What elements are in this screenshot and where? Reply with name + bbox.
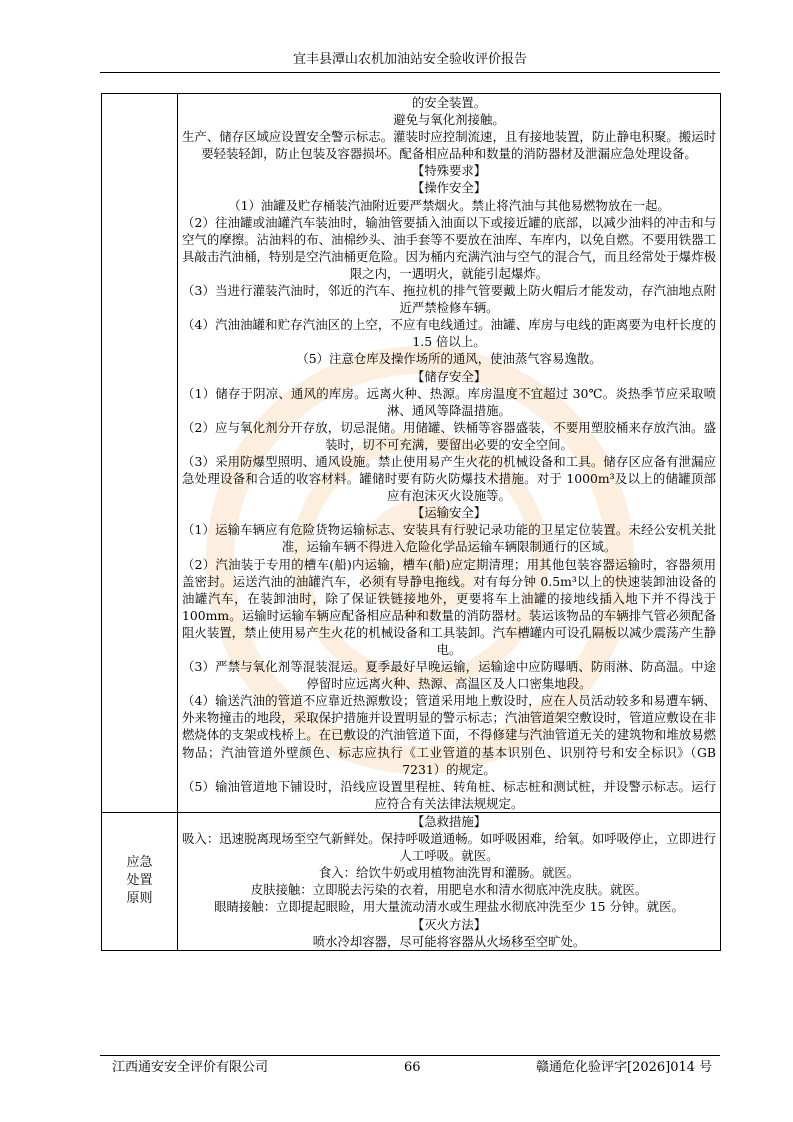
section-heading: 【急救措施】 bbox=[411, 813, 487, 829]
text-line: （3）严禁与氧化剂等混装混运。夏季最好早晚运输，运输途中应防曝晒、防雨淋、防高温。中途停留时应远离火种、热源、高温区及人口密集地段。 bbox=[182, 659, 716, 692]
row-content-cell bbox=[178, 813, 720, 950]
text-line: 的安全装置。 bbox=[411, 95, 487, 110]
footer-divider bbox=[100, 1055, 720, 1056]
text-line: （2）往油罐或油罐汽车装油时，输油管要插入油面以下或接近罐的底部，以减少油料的冲击和与空气的摩擦。沾油料的布、油棉纱头、油手套等不要放在油库、车库内，以免自燃。不要用铁器工具敲击汽油桶，特别是空汽油桶更危险。因为桶内充满汽油与空气的混合气，而且经常处于爆炸极限之内，一遇明火，就能引起爆炸。 bbox=[182, 214, 716, 281]
text-line: 喷水冷却容器，尽可能将容器从火场移至空旷处。 bbox=[312, 933, 586, 949]
text-line: （3）当进行灌装汽油时，邻近的汽车、拖拉机的排气管要戴上防火帽后才能发动，存汽油地点附近严禁检修车辆。 bbox=[182, 283, 716, 316]
text-line: 避免与氧化剂接触。 bbox=[393, 112, 505, 128]
text-line: （1）油罐及贮存桶装汽油附近要严禁烟火。禁止将汽油与其他易燃物放在一起。 bbox=[228, 197, 670, 213]
footer-doc-number: 赣通危化验评字[2026]014 号 bbox=[536, 1060, 713, 1075]
section-heading: 【特殊要求】 bbox=[411, 163, 487, 179]
section-heading: 【灭火方法】 bbox=[411, 916, 487, 932]
text-line: （5）输油管道地下铺设时，沿线应设置里程桩、转角桩、标志桩和测试桩，并设警示标志。运行应符合有关法律法规规定。 bbox=[182, 778, 716, 811]
footer-page-number: 66 bbox=[404, 1060, 421, 1075]
text-line: （3）采用防爆型照明、通风设施。禁止使用易产生火花的机械设备和工具。储存区应备有泄漏应急处理设备和合适的收容材料。罐储时要有防火防爆技术措施。对于 1000m³及以上的储罐顶部应有泡沫灭火设施等。 bbox=[182, 453, 716, 504]
text-line: （1）运输车辆应有危险货物运输标志、安装具有行驶记录功能的卫星定位装置。未经公安机关批准，运输车辆不得进入危险化学品运输车辆限制通行的区域。 bbox=[182, 522, 716, 555]
row-label-emergency: 应急处置原则 bbox=[126, 855, 153, 907]
text-line: （5）注意仓库及操作场所的通风，使油蒸气容易逸散。 bbox=[296, 351, 602, 367]
text-line: 生产、储存区域应设置安全警示标志。灌装时应控制流速，且有接地装置，防止静电积聚。搬运时要轻装轻卸，防止包装及容器损坏。配备相应品种和数量的消防器材及泄漏应急处理设备。 bbox=[182, 129, 716, 162]
table-row bbox=[102, 94, 720, 812]
row-label-cell bbox=[102, 94, 178, 812]
text-line: （2）应与氧化剂分开存放，切忌混储。用储罐、铁桶等容器盛装，不要用塑胶桶来存放汽油。盛装时，切不可充满，要留出必要的安全空间。 bbox=[182, 419, 716, 452]
text-line: （4）输送汽油的管道不应靠近热源敷设；管道采用地上敷设时，应在人员活动较多和易遭车辆、外来物撞击的地段，采取保护措施并设置明显的警示标志；汽油管道架空敷设时，管道应敷设在非燃烧体的支架或栈桥上。在已敷设的汽油管道下面，不得修建与汽油管道无关的建筑物和堆放易燃物品；汽油管道外壁颜色、标志应执行《工业管道的基本识别色、识别符号和安全标识》（GB 7231）的规定。 bbox=[182, 693, 716, 777]
text-line: （1）储存于阴凉、通风的库房。远离火种、热源。库房温度不宜超过 30℃。炎热季节应采取喷淋、通风等降温措施。 bbox=[182, 385, 716, 418]
text-line: （2）汽油装于专用的槽车(船)内运输，槽车(船)应定期清理；用其他包装容器运输时，容器须用盖密封。运送汽油的油罐汽车，必须有导静电拖线。对有每分钟 0.5m³以上的快速装卸油设备的油罐汽车，在装卸油时，除了保证铁链接地外，更要将车上油罐的接地线插入地下并不得浅于 100mm。运输时运输车辆应配备相应品种和数量的消防器材。装运该物品的车辆排气管必须配备阻火装置，禁止使用易产生火花的机械设备和工具装卸。汽车槽罐内可设孔隔板以减少震荡产生静电。 bbox=[182, 556, 716, 657]
section-heading: 【储存安全】 bbox=[411, 368, 487, 384]
text-line: 食入：给饮牛奶或用植物油洗胃和灌肠。就医。 bbox=[318, 865, 580, 881]
section-heading: 【运输安全】 bbox=[411, 505, 487, 521]
table-row bbox=[102, 812, 720, 950]
footer-company: 江西通安安全评价有限公司 bbox=[112, 1060, 269, 1075]
text-line: 吸入：迅速脱离现场至空气新鲜处。保持呼吸道通畅。如呼吸困难，给氧。如呼吸停止，立即进行人工呼吸。就医。 bbox=[182, 831, 716, 864]
text-line: （4）汽油油罐和贮存汽油区的上空，不应有电线通过。油罐、库房与电线的距离要为电杆长度的 1.5 倍以上。 bbox=[182, 317, 716, 350]
page-header-title: 宜丰县潭山农机加油站安全验收评价报告 bbox=[292, 52, 527, 67]
section-heading: 【操作安全】 bbox=[411, 180, 487, 196]
header-divider bbox=[100, 72, 720, 73]
text-line: 眼睛接触：立即提起眼睑，用大量流动清水或生理盐水彻底冲洗至少 15 分钟。就医。 bbox=[214, 899, 684, 915]
row-content-cell bbox=[178, 94, 720, 812]
safety-info-table bbox=[101, 93, 721, 951]
row-label-cell bbox=[102, 813, 178, 950]
text-line: 皮肤接触：立即脱去污染的衣着，用肥皂水和清水彻底冲洗皮肤。就医。 bbox=[250, 882, 648, 898]
